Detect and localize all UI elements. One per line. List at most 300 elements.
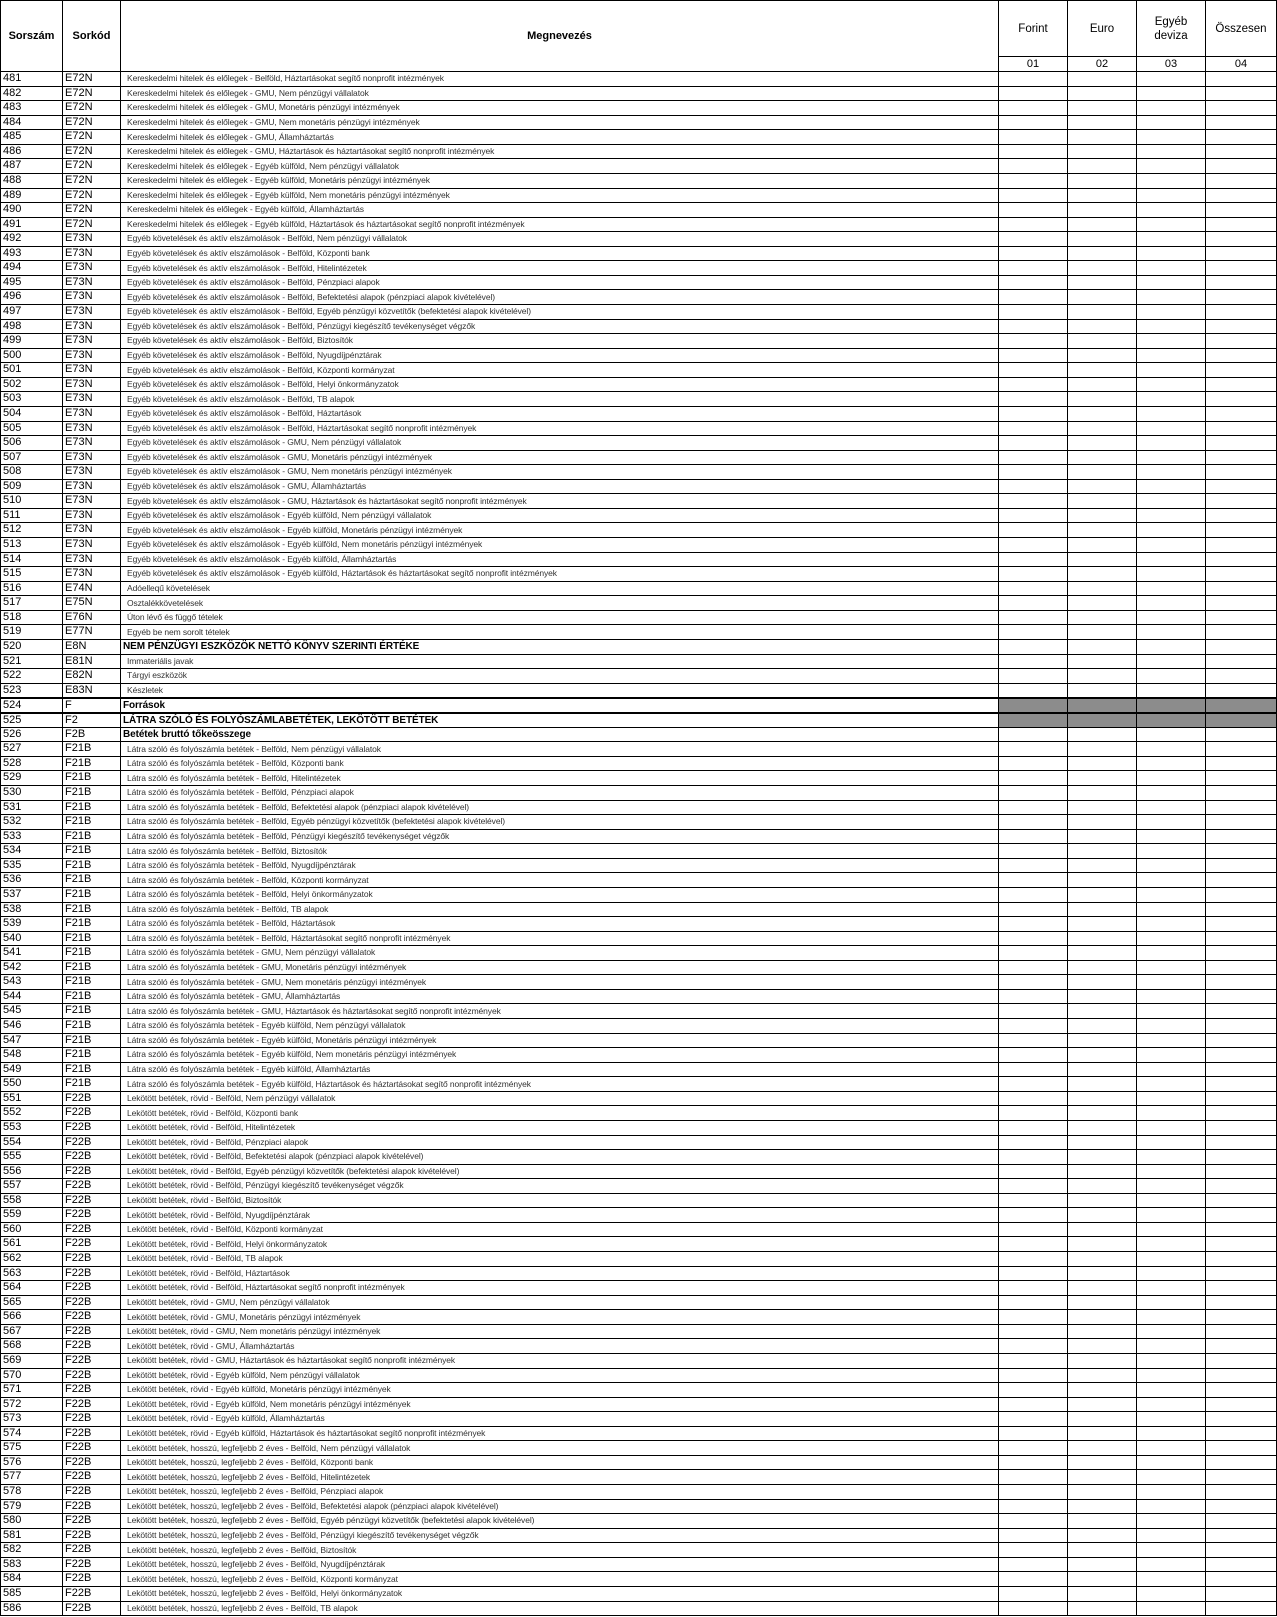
value-cell-osszesen[interactable] bbox=[1206, 610, 1277, 625]
value-cell-egyeb-deviza[interactable] bbox=[1137, 1528, 1206, 1543]
value-cell-egyeb-deviza[interactable] bbox=[1137, 654, 1206, 669]
value-cell-osszesen[interactable] bbox=[1206, 1441, 1277, 1456]
value-cell-egyeb-deviza[interactable] bbox=[1137, 348, 1206, 363]
value-cell-osszesen[interactable] bbox=[1206, 1339, 1277, 1354]
value-cell-euro[interactable] bbox=[1068, 1470, 1137, 1485]
value-cell-forint[interactable] bbox=[999, 1062, 1068, 1077]
value-cell-egyeb-deviza[interactable] bbox=[1137, 450, 1206, 465]
value-cell-forint[interactable] bbox=[999, 917, 1068, 932]
value-cell-egyeb-deviza[interactable] bbox=[1137, 1150, 1206, 1165]
value-cell-forint[interactable] bbox=[999, 931, 1068, 946]
value-cell-forint[interactable] bbox=[999, 1266, 1068, 1281]
value-cell-forint[interactable] bbox=[999, 436, 1068, 451]
value-cell-euro[interactable] bbox=[1068, 159, 1137, 174]
value-cell-euro[interactable] bbox=[1068, 421, 1137, 436]
value-cell-egyeb-deviza[interactable] bbox=[1137, 1208, 1206, 1223]
value-cell-egyeb-deviza[interactable] bbox=[1137, 1048, 1206, 1063]
value-cell-forint[interactable] bbox=[999, 625, 1068, 640]
value-cell-osszesen[interactable] bbox=[1206, 1106, 1277, 1121]
value-cell-euro[interactable] bbox=[1068, 1077, 1137, 1092]
value-cell-egyeb-deviza[interactable] bbox=[1137, 538, 1206, 553]
value-cell-osszesen[interactable] bbox=[1206, 246, 1277, 261]
value-cell-osszesen[interactable] bbox=[1206, 1499, 1277, 1514]
value-cell-euro[interactable] bbox=[1068, 217, 1137, 232]
value-cell-egyeb-deviza[interactable] bbox=[1137, 786, 1206, 801]
value-cell-osszesen[interactable] bbox=[1206, 436, 1277, 451]
value-cell-egyeb-deviza[interactable] bbox=[1137, 1135, 1206, 1150]
value-cell-osszesen[interactable] bbox=[1206, 960, 1277, 975]
value-cell-osszesen[interactable] bbox=[1206, 86, 1277, 101]
value-cell-egyeb-deviza[interactable] bbox=[1137, 902, 1206, 917]
value-cell-forint[interactable] bbox=[999, 1601, 1068, 1616]
value-cell-egyeb-deviza[interactable] bbox=[1137, 917, 1206, 932]
value-cell-forint[interactable] bbox=[999, 669, 1068, 684]
value-cell-osszesen[interactable] bbox=[1206, 1557, 1277, 1572]
value-cell-euro[interactable] bbox=[1068, 989, 1137, 1004]
value-cell-euro[interactable] bbox=[1068, 1019, 1137, 1034]
value-cell-osszesen[interactable] bbox=[1206, 305, 1277, 320]
value-cell-egyeb-deviza[interactable] bbox=[1137, 1077, 1206, 1092]
value-cell-forint[interactable] bbox=[999, 1572, 1068, 1587]
value-cell-osszesen[interactable] bbox=[1206, 567, 1277, 582]
value-cell-euro[interactable] bbox=[1068, 1295, 1137, 1310]
value-cell-forint[interactable] bbox=[999, 989, 1068, 1004]
value-cell-forint[interactable] bbox=[999, 858, 1068, 873]
value-cell-osszesen[interactable] bbox=[1206, 406, 1277, 421]
value-cell-euro[interactable] bbox=[1068, 1266, 1137, 1281]
value-cell-egyeb-deviza[interactable] bbox=[1137, 1019, 1206, 1034]
value-cell-egyeb-deviza[interactable] bbox=[1137, 1455, 1206, 1470]
value-cell-forint[interactable] bbox=[999, 639, 1068, 654]
value-cell-osszesen[interactable] bbox=[1206, 873, 1277, 888]
value-cell-euro[interactable] bbox=[1068, 203, 1137, 218]
value-cell-osszesen[interactable] bbox=[1206, 581, 1277, 596]
value-cell-egyeb-deviza[interactable] bbox=[1137, 887, 1206, 902]
value-cell-euro[interactable] bbox=[1068, 1208, 1137, 1223]
value-cell-egyeb-deviza[interactable] bbox=[1137, 159, 1206, 174]
value-cell-egyeb-deviza[interactable] bbox=[1137, 1441, 1206, 1456]
value-cell-osszesen[interactable] bbox=[1206, 815, 1277, 830]
value-cell-osszesen[interactable] bbox=[1206, 144, 1277, 159]
value-cell-osszesen[interactable] bbox=[1206, 450, 1277, 465]
value-cell-egyeb-deviza[interactable] bbox=[1137, 1586, 1206, 1601]
value-cell-forint[interactable] bbox=[999, 1295, 1068, 1310]
value-cell-osszesen[interactable] bbox=[1206, 800, 1277, 815]
value-cell-forint[interactable] bbox=[999, 115, 1068, 130]
value-cell-forint[interactable] bbox=[999, 421, 1068, 436]
value-cell-euro[interactable] bbox=[1068, 1106, 1137, 1121]
value-cell-egyeb-deviza[interactable] bbox=[1137, 436, 1206, 451]
value-cell-egyeb-deviza[interactable] bbox=[1137, 829, 1206, 844]
value-cell-osszesen[interactable] bbox=[1206, 363, 1277, 378]
value-cell-forint[interactable] bbox=[999, 508, 1068, 523]
value-cell-osszesen[interactable] bbox=[1206, 465, 1277, 480]
value-cell-osszesen[interactable] bbox=[1206, 508, 1277, 523]
value-cell-euro[interactable] bbox=[1068, 275, 1137, 290]
value-cell-osszesen[interactable] bbox=[1206, 217, 1277, 232]
value-cell-egyeb-deviza[interactable] bbox=[1137, 727, 1206, 742]
value-cell-forint[interactable] bbox=[999, 203, 1068, 218]
value-cell-osszesen[interactable] bbox=[1206, 989, 1277, 1004]
value-cell-forint[interactable] bbox=[999, 1004, 1068, 1019]
value-cell-euro[interactable] bbox=[1068, 567, 1137, 582]
value-cell-euro[interactable] bbox=[1068, 1397, 1137, 1412]
value-cell-forint[interactable] bbox=[999, 975, 1068, 990]
value-cell-egyeb-deviza[interactable] bbox=[1137, 742, 1206, 757]
value-cell-forint[interactable] bbox=[999, 275, 1068, 290]
value-cell-egyeb-deviza[interactable] bbox=[1137, 1179, 1206, 1194]
value-cell-forint[interactable] bbox=[999, 1543, 1068, 1558]
value-cell-euro[interactable] bbox=[1068, 552, 1137, 567]
value-cell-forint[interactable] bbox=[999, 1252, 1068, 1267]
value-cell-osszesen[interactable] bbox=[1206, 1528, 1277, 1543]
value-cell-egyeb-deviza[interactable] bbox=[1137, 771, 1206, 786]
value-cell-osszesen[interactable] bbox=[1206, 1455, 1277, 1470]
value-cell-egyeb-deviza[interactable] bbox=[1137, 1514, 1206, 1529]
value-cell-osszesen[interactable] bbox=[1206, 348, 1277, 363]
value-cell-euro[interactable] bbox=[1068, 72, 1137, 87]
value-cell-forint[interactable] bbox=[999, 465, 1068, 480]
value-cell-osszesen[interactable] bbox=[1206, 1412, 1277, 1427]
value-cell-forint[interactable] bbox=[999, 1077, 1068, 1092]
value-cell-euro[interactable] bbox=[1068, 815, 1137, 830]
value-cell-forint[interactable] bbox=[999, 596, 1068, 611]
value-cell-forint[interactable] bbox=[999, 960, 1068, 975]
value-cell-forint[interactable] bbox=[999, 130, 1068, 145]
value-cell-osszesen[interactable] bbox=[1206, 159, 1277, 174]
value-cell-euro[interactable] bbox=[1068, 1091, 1137, 1106]
value-cell-forint[interactable] bbox=[999, 217, 1068, 232]
value-cell-osszesen[interactable] bbox=[1206, 1150, 1277, 1165]
value-cell-osszesen[interactable] bbox=[1206, 319, 1277, 334]
value-cell-osszesen[interactable] bbox=[1206, 1135, 1277, 1150]
value-cell-forint[interactable] bbox=[999, 1499, 1068, 1514]
value-cell-euro[interactable] bbox=[1068, 610, 1137, 625]
value-cell-euro[interactable] bbox=[1068, 596, 1137, 611]
value-cell-euro[interactable] bbox=[1068, 450, 1137, 465]
value-cell-osszesen[interactable] bbox=[1206, 115, 1277, 130]
value-cell-euro[interactable] bbox=[1068, 1572, 1137, 1587]
value-cell-euro[interactable] bbox=[1068, 86, 1137, 101]
value-cell-euro[interactable] bbox=[1068, 1485, 1137, 1500]
value-cell-egyeb-deviza[interactable] bbox=[1137, 494, 1206, 509]
value-cell-egyeb-deviza[interactable] bbox=[1137, 639, 1206, 654]
value-cell-forint[interactable] bbox=[999, 1310, 1068, 1325]
value-cell-euro[interactable] bbox=[1068, 508, 1137, 523]
value-cell-egyeb-deviza[interactable] bbox=[1137, 1499, 1206, 1514]
value-cell-egyeb-deviza[interactable] bbox=[1137, 1310, 1206, 1325]
value-cell-egyeb-deviza[interactable] bbox=[1137, 261, 1206, 276]
value-cell-forint[interactable] bbox=[999, 887, 1068, 902]
value-cell-osszesen[interactable] bbox=[1206, 1368, 1277, 1383]
value-cell-euro[interactable] bbox=[1068, 887, 1137, 902]
value-cell-osszesen[interactable] bbox=[1206, 727, 1277, 742]
value-cell-euro[interactable] bbox=[1068, 771, 1137, 786]
value-cell-egyeb-deviza[interactable] bbox=[1137, 1193, 1206, 1208]
value-cell-egyeb-deviza[interactable] bbox=[1137, 1426, 1206, 1441]
value-cell-euro[interactable] bbox=[1068, 625, 1137, 640]
value-cell-osszesen[interactable] bbox=[1206, 1266, 1277, 1281]
value-cell-forint[interactable] bbox=[999, 494, 1068, 509]
value-cell-forint[interactable] bbox=[999, 450, 1068, 465]
value-cell-euro[interactable] bbox=[1068, 1412, 1137, 1427]
value-cell-euro[interactable] bbox=[1068, 246, 1137, 261]
value-cell-egyeb-deviza[interactable] bbox=[1137, 334, 1206, 349]
value-cell-forint[interactable] bbox=[999, 1557, 1068, 1572]
value-cell-euro[interactable] bbox=[1068, 756, 1137, 771]
value-cell-euro[interactable] bbox=[1068, 654, 1137, 669]
value-cell-euro[interactable] bbox=[1068, 232, 1137, 247]
value-cell-egyeb-deviza[interactable] bbox=[1137, 625, 1206, 640]
value-cell-osszesen[interactable] bbox=[1206, 654, 1277, 669]
value-cell-osszesen[interactable] bbox=[1206, 1222, 1277, 1237]
value-cell-euro[interactable] bbox=[1068, 494, 1137, 509]
value-cell-forint[interactable] bbox=[999, 1455, 1068, 1470]
value-cell-forint[interactable] bbox=[999, 348, 1068, 363]
value-cell-forint[interactable] bbox=[999, 319, 1068, 334]
value-cell-forint[interactable] bbox=[999, 756, 1068, 771]
value-cell-forint[interactable] bbox=[999, 188, 1068, 203]
value-cell-osszesen[interactable] bbox=[1206, 1485, 1277, 1500]
value-cell-forint[interactable] bbox=[999, 902, 1068, 917]
value-cell-forint[interactable] bbox=[999, 1091, 1068, 1106]
value-cell-egyeb-deviza[interactable] bbox=[1137, 1252, 1206, 1267]
value-cell-forint[interactable] bbox=[999, 1324, 1068, 1339]
value-cell-egyeb-deviza[interactable] bbox=[1137, 1397, 1206, 1412]
value-cell-euro[interactable] bbox=[1068, 392, 1137, 407]
value-cell-osszesen[interactable] bbox=[1206, 1077, 1277, 1092]
value-cell-euro[interactable] bbox=[1068, 829, 1137, 844]
value-cell-euro[interactable] bbox=[1068, 800, 1137, 815]
value-cell-osszesen[interactable] bbox=[1206, 1091, 1277, 1106]
value-cell-forint[interactable] bbox=[999, 1193, 1068, 1208]
value-cell-euro[interactable] bbox=[1068, 1441, 1137, 1456]
value-cell-euro[interactable] bbox=[1068, 1310, 1137, 1325]
value-cell-osszesen[interactable] bbox=[1206, 334, 1277, 349]
value-cell-osszesen[interactable] bbox=[1206, 1324, 1277, 1339]
value-cell-egyeb-deviza[interactable] bbox=[1137, 581, 1206, 596]
value-cell-euro[interactable] bbox=[1068, 1514, 1137, 1529]
value-cell-euro[interactable] bbox=[1068, 786, 1137, 801]
value-cell-osszesen[interactable] bbox=[1206, 261, 1277, 276]
value-cell-forint[interactable] bbox=[999, 829, 1068, 844]
value-cell-euro[interactable] bbox=[1068, 1179, 1137, 1194]
value-cell-euro[interactable] bbox=[1068, 1353, 1137, 1368]
value-cell-forint[interactable] bbox=[999, 567, 1068, 582]
value-cell-egyeb-deviza[interactable] bbox=[1137, 669, 1206, 684]
value-cell-forint[interactable] bbox=[999, 363, 1068, 378]
value-cell-egyeb-deviza[interactable] bbox=[1137, 1222, 1206, 1237]
value-cell-forint[interactable] bbox=[999, 1412, 1068, 1427]
value-cell-euro[interactable] bbox=[1068, 1324, 1137, 1339]
value-cell-egyeb-deviza[interactable] bbox=[1137, 72, 1206, 87]
value-cell-euro[interactable] bbox=[1068, 406, 1137, 421]
value-cell-egyeb-deviza[interactable] bbox=[1137, 1091, 1206, 1106]
value-cell-egyeb-deviza[interactable] bbox=[1137, 203, 1206, 218]
value-cell-euro[interactable] bbox=[1068, 1062, 1137, 1077]
value-cell-euro[interactable] bbox=[1068, 130, 1137, 145]
value-cell-egyeb-deviza[interactable] bbox=[1137, 101, 1206, 116]
value-cell-egyeb-deviza[interactable] bbox=[1137, 144, 1206, 159]
value-cell-forint[interactable] bbox=[999, 1281, 1068, 1296]
value-cell-egyeb-deviza[interactable] bbox=[1137, 421, 1206, 436]
value-cell-osszesen[interactable] bbox=[1206, 756, 1277, 771]
value-cell-egyeb-deviza[interactable] bbox=[1137, 1281, 1206, 1296]
value-cell-euro[interactable] bbox=[1068, 902, 1137, 917]
value-cell-egyeb-deviza[interactable] bbox=[1137, 844, 1206, 859]
value-cell-egyeb-deviza[interactable] bbox=[1137, 508, 1206, 523]
value-cell-forint[interactable] bbox=[999, 552, 1068, 567]
value-cell-euro[interactable] bbox=[1068, 1164, 1137, 1179]
value-cell-forint[interactable] bbox=[999, 800, 1068, 815]
value-cell-egyeb-deviza[interactable] bbox=[1137, 567, 1206, 582]
value-cell-osszesen[interactable] bbox=[1206, 931, 1277, 946]
value-cell-osszesen[interactable] bbox=[1206, 494, 1277, 509]
value-cell-egyeb-deviza[interactable] bbox=[1137, 1033, 1206, 1048]
value-cell-euro[interactable] bbox=[1068, 1455, 1137, 1470]
value-cell-euro[interactable] bbox=[1068, 1601, 1137, 1616]
value-cell-euro[interactable] bbox=[1068, 465, 1137, 480]
value-cell-forint[interactable] bbox=[999, 1426, 1068, 1441]
value-cell-forint[interactable] bbox=[999, 72, 1068, 87]
value-cell-forint[interactable] bbox=[999, 1179, 1068, 1194]
value-cell-forint[interactable] bbox=[999, 683, 1068, 698]
value-cell-egyeb-deviza[interactable] bbox=[1137, 1266, 1206, 1281]
value-cell-osszesen[interactable] bbox=[1206, 946, 1277, 961]
value-cell-egyeb-deviza[interactable] bbox=[1137, 392, 1206, 407]
value-cell-euro[interactable] bbox=[1068, 727, 1137, 742]
value-cell-osszesen[interactable] bbox=[1206, 829, 1277, 844]
value-cell-egyeb-deviza[interactable] bbox=[1137, 115, 1206, 130]
value-cell-osszesen[interactable] bbox=[1206, 858, 1277, 873]
value-cell-osszesen[interactable] bbox=[1206, 72, 1277, 87]
value-cell-euro[interactable] bbox=[1068, 931, 1137, 946]
value-cell-osszesen[interactable] bbox=[1206, 173, 1277, 188]
value-cell-forint[interactable] bbox=[999, 581, 1068, 596]
value-cell-osszesen[interactable] bbox=[1206, 523, 1277, 538]
value-cell-egyeb-deviza[interactable] bbox=[1137, 1106, 1206, 1121]
value-cell-euro[interactable] bbox=[1068, 1368, 1137, 1383]
value-cell-osszesen[interactable] bbox=[1206, 1208, 1277, 1223]
value-cell-forint[interactable] bbox=[999, 377, 1068, 392]
value-cell-egyeb-deviza[interactable] bbox=[1137, 1543, 1206, 1558]
value-cell-euro[interactable] bbox=[1068, 305, 1137, 320]
value-cell-egyeb-deviza[interactable] bbox=[1137, 275, 1206, 290]
value-cell-egyeb-deviza[interactable] bbox=[1137, 1485, 1206, 1500]
value-cell-forint[interactable] bbox=[999, 232, 1068, 247]
value-cell-forint[interactable] bbox=[999, 946, 1068, 961]
value-cell-forint[interactable] bbox=[999, 538, 1068, 553]
value-cell-osszesen[interactable] bbox=[1206, 639, 1277, 654]
value-cell-egyeb-deviza[interactable] bbox=[1137, 800, 1206, 815]
value-cell-forint[interactable] bbox=[999, 1441, 1068, 1456]
value-cell-osszesen[interactable] bbox=[1206, 130, 1277, 145]
value-cell-osszesen[interactable] bbox=[1206, 1120, 1277, 1135]
value-cell-forint[interactable] bbox=[999, 86, 1068, 101]
value-cell-egyeb-deviza[interactable] bbox=[1137, 1339, 1206, 1354]
value-cell-euro[interactable] bbox=[1068, 1339, 1137, 1354]
value-cell-forint[interactable] bbox=[999, 1353, 1068, 1368]
value-cell-egyeb-deviza[interactable] bbox=[1137, 523, 1206, 538]
value-cell-forint[interactable] bbox=[999, 1033, 1068, 1048]
value-cell-forint[interactable] bbox=[999, 1368, 1068, 1383]
value-cell-osszesen[interactable] bbox=[1206, 625, 1277, 640]
value-cell-euro[interactable] bbox=[1068, 639, 1137, 654]
value-cell-forint[interactable] bbox=[999, 771, 1068, 786]
value-cell-forint[interactable] bbox=[999, 290, 1068, 305]
value-cell-osszesen[interactable] bbox=[1206, 1164, 1277, 1179]
value-cell-egyeb-deviza[interactable] bbox=[1137, 1572, 1206, 1587]
value-cell-euro[interactable] bbox=[1068, 1004, 1137, 1019]
value-cell-euro[interactable] bbox=[1068, 917, 1137, 932]
value-cell-osszesen[interactable] bbox=[1206, 377, 1277, 392]
value-cell-egyeb-deviza[interactable] bbox=[1137, 1062, 1206, 1077]
value-cell-euro[interactable] bbox=[1068, 975, 1137, 990]
value-cell-euro[interactable] bbox=[1068, 1150, 1137, 1165]
value-cell-osszesen[interactable] bbox=[1206, 1048, 1277, 1063]
value-cell-forint[interactable] bbox=[999, 305, 1068, 320]
value-cell-forint[interactable] bbox=[999, 1470, 1068, 1485]
value-cell-osszesen[interactable] bbox=[1206, 203, 1277, 218]
value-cell-egyeb-deviza[interactable] bbox=[1137, 1383, 1206, 1398]
value-cell-euro[interactable] bbox=[1068, 683, 1137, 698]
value-cell-euro[interactable] bbox=[1068, 290, 1137, 305]
value-cell-egyeb-deviza[interactable] bbox=[1137, 1557, 1206, 1572]
value-cell-osszesen[interactable] bbox=[1206, 552, 1277, 567]
value-cell-egyeb-deviza[interactable] bbox=[1137, 232, 1206, 247]
value-cell-euro[interactable] bbox=[1068, 1135, 1137, 1150]
value-cell-egyeb-deviza[interactable] bbox=[1137, 960, 1206, 975]
value-cell-euro[interactable] bbox=[1068, 1557, 1137, 1572]
value-cell-osszesen[interactable] bbox=[1206, 275, 1277, 290]
value-cell-forint[interactable] bbox=[999, 815, 1068, 830]
value-cell-euro[interactable] bbox=[1068, 1237, 1137, 1252]
value-cell-forint[interactable] bbox=[999, 246, 1068, 261]
value-cell-osszesen[interactable] bbox=[1206, 1062, 1277, 1077]
value-cell-euro[interactable] bbox=[1068, 873, 1137, 888]
value-cell-osszesen[interactable] bbox=[1206, 1019, 1277, 1034]
value-cell-euro[interactable] bbox=[1068, 1281, 1137, 1296]
value-cell-euro[interactable] bbox=[1068, 960, 1137, 975]
value-cell-osszesen[interactable] bbox=[1206, 232, 1277, 247]
value-cell-forint[interactable] bbox=[999, 159, 1068, 174]
value-cell-euro[interactable] bbox=[1068, 581, 1137, 596]
value-cell-euro[interactable] bbox=[1068, 1120, 1137, 1135]
value-cell-osszesen[interactable] bbox=[1206, 392, 1277, 407]
value-cell-egyeb-deviza[interactable] bbox=[1137, 319, 1206, 334]
value-cell-forint[interactable] bbox=[999, 610, 1068, 625]
value-cell-euro[interactable] bbox=[1068, 261, 1137, 276]
value-cell-forint[interactable] bbox=[999, 1397, 1068, 1412]
value-cell-forint[interactable] bbox=[999, 1019, 1068, 1034]
value-cell-egyeb-deviza[interactable] bbox=[1137, 931, 1206, 946]
value-cell-euro[interactable] bbox=[1068, 538, 1137, 553]
value-cell-euro[interactable] bbox=[1068, 115, 1137, 130]
value-cell-egyeb-deviza[interactable] bbox=[1137, 217, 1206, 232]
value-cell-forint[interactable] bbox=[999, 742, 1068, 757]
value-cell-egyeb-deviza[interactable] bbox=[1137, 363, 1206, 378]
value-cell-forint[interactable] bbox=[999, 1339, 1068, 1354]
value-cell-euro[interactable] bbox=[1068, 1543, 1137, 1558]
value-cell-forint[interactable] bbox=[999, 1164, 1068, 1179]
value-cell-osszesen[interactable] bbox=[1206, 596, 1277, 611]
value-cell-egyeb-deviza[interactable] bbox=[1137, 305, 1206, 320]
value-cell-euro[interactable] bbox=[1068, 946, 1137, 961]
value-cell-osszesen[interactable] bbox=[1206, 1033, 1277, 1048]
value-cell-osszesen[interactable] bbox=[1206, 1543, 1277, 1558]
value-cell-euro[interactable] bbox=[1068, 144, 1137, 159]
value-cell-egyeb-deviza[interactable] bbox=[1137, 1368, 1206, 1383]
